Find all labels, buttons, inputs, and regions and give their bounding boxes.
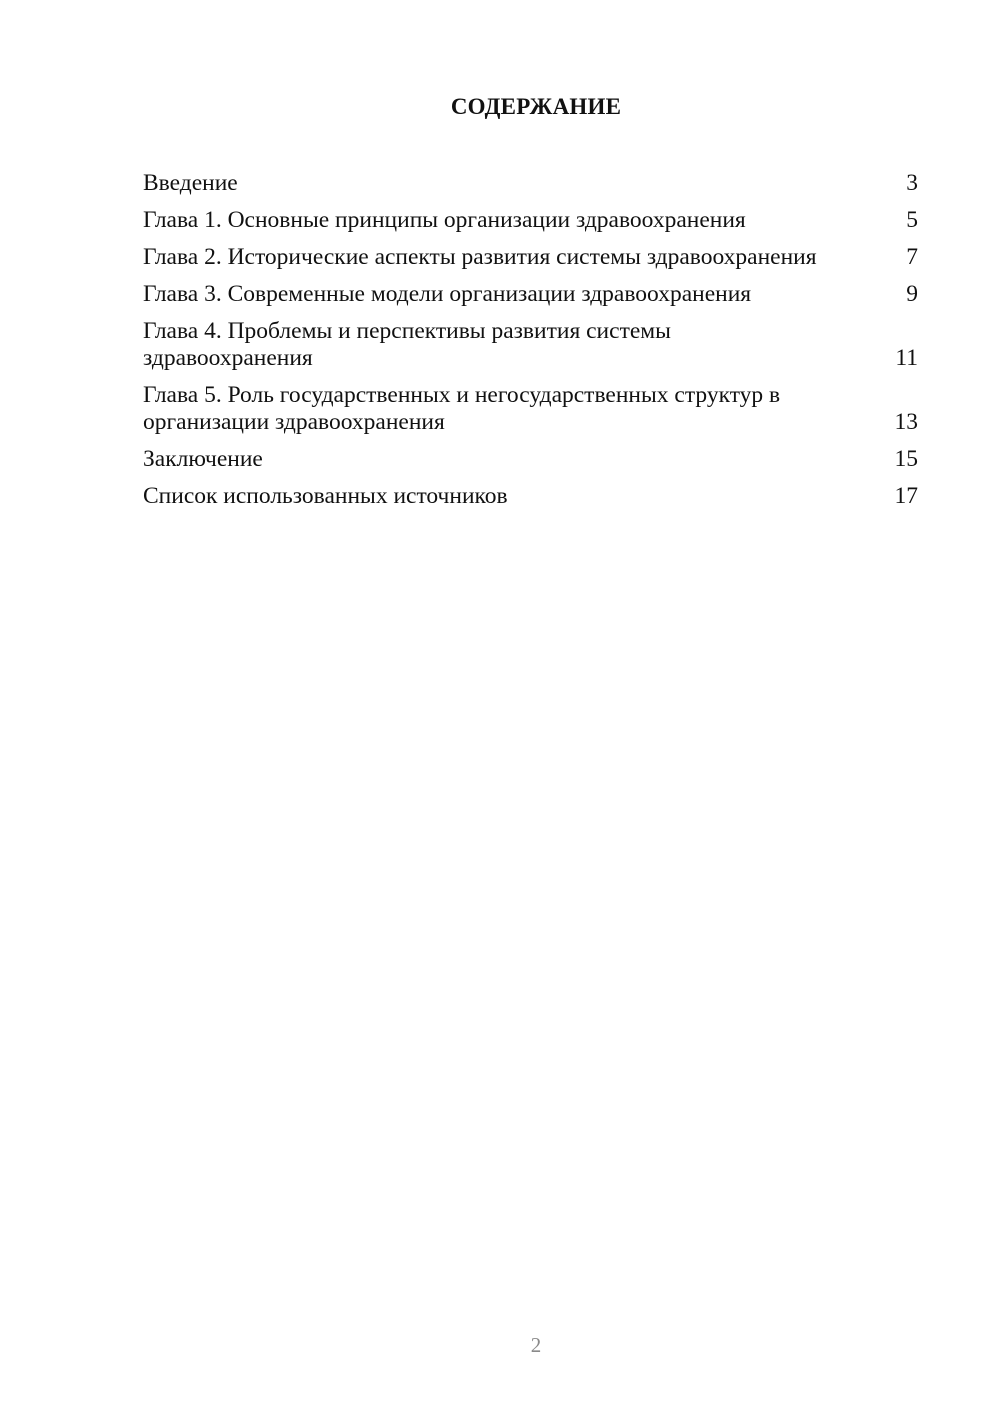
toc-entry-chapter-2[interactable] bbox=[143, 244, 918, 271]
toc-entry-references[interactable] bbox=[143, 483, 918, 510]
table-of-contents bbox=[143, 170, 918, 520]
toc-entry-page: 5 bbox=[906, 207, 918, 233]
toc-entry-title: Список использованных источников bbox=[143, 483, 508, 509]
toc-entry-chapter-4[interactable] bbox=[143, 318, 918, 372]
toc-entry-conclusion[interactable] bbox=[143, 446, 918, 473]
toc-entry-page: 7 bbox=[906, 244, 918, 270]
toc-entry-page: 11 bbox=[895, 345, 918, 371]
toc-entry-page: 13 bbox=[894, 409, 918, 435]
toc-entry-title: Глава 2. Исторические аспекты развития системы здравоохранения bbox=[143, 244, 817, 270]
page-number: 2 bbox=[530, 1333, 542, 1357]
toc-entry-title: Заключение bbox=[143, 446, 263, 472]
toc-entry-page: 17 bbox=[894, 483, 918, 509]
toc-entry-title: Глава 5. Роль государственных и негосударственных структур в организации здравоохранения bbox=[143, 382, 781, 435]
toc-entry-chapter-1[interactable] bbox=[143, 207, 918, 234]
toc-entry-page: 9 bbox=[906, 281, 918, 307]
toc-entry-chapter-3[interactable] bbox=[143, 281, 918, 308]
toc-entry-page: 3 bbox=[906, 170, 918, 196]
toc-entry-chapter-5[interactable] bbox=[143, 382, 918, 436]
toc-entry-page: 15 bbox=[894, 446, 918, 472]
toc-entry-title: Глава 3. Современные модели организации здравоохранения bbox=[143, 281, 752, 307]
toc-entry-title: Введение bbox=[143, 170, 238, 196]
toc-entry-title: Глава 4. Проблемы и перспективы развития системы здравоохранения bbox=[143, 318, 671, 371]
page-title: СОДЕРЖАНИЕ bbox=[450, 94, 622, 119]
toc-entry-introduction[interactable] bbox=[143, 170, 918, 197]
toc-entry-title: Глава 1. Основные принципы организации здравоохранения bbox=[143, 207, 746, 233]
